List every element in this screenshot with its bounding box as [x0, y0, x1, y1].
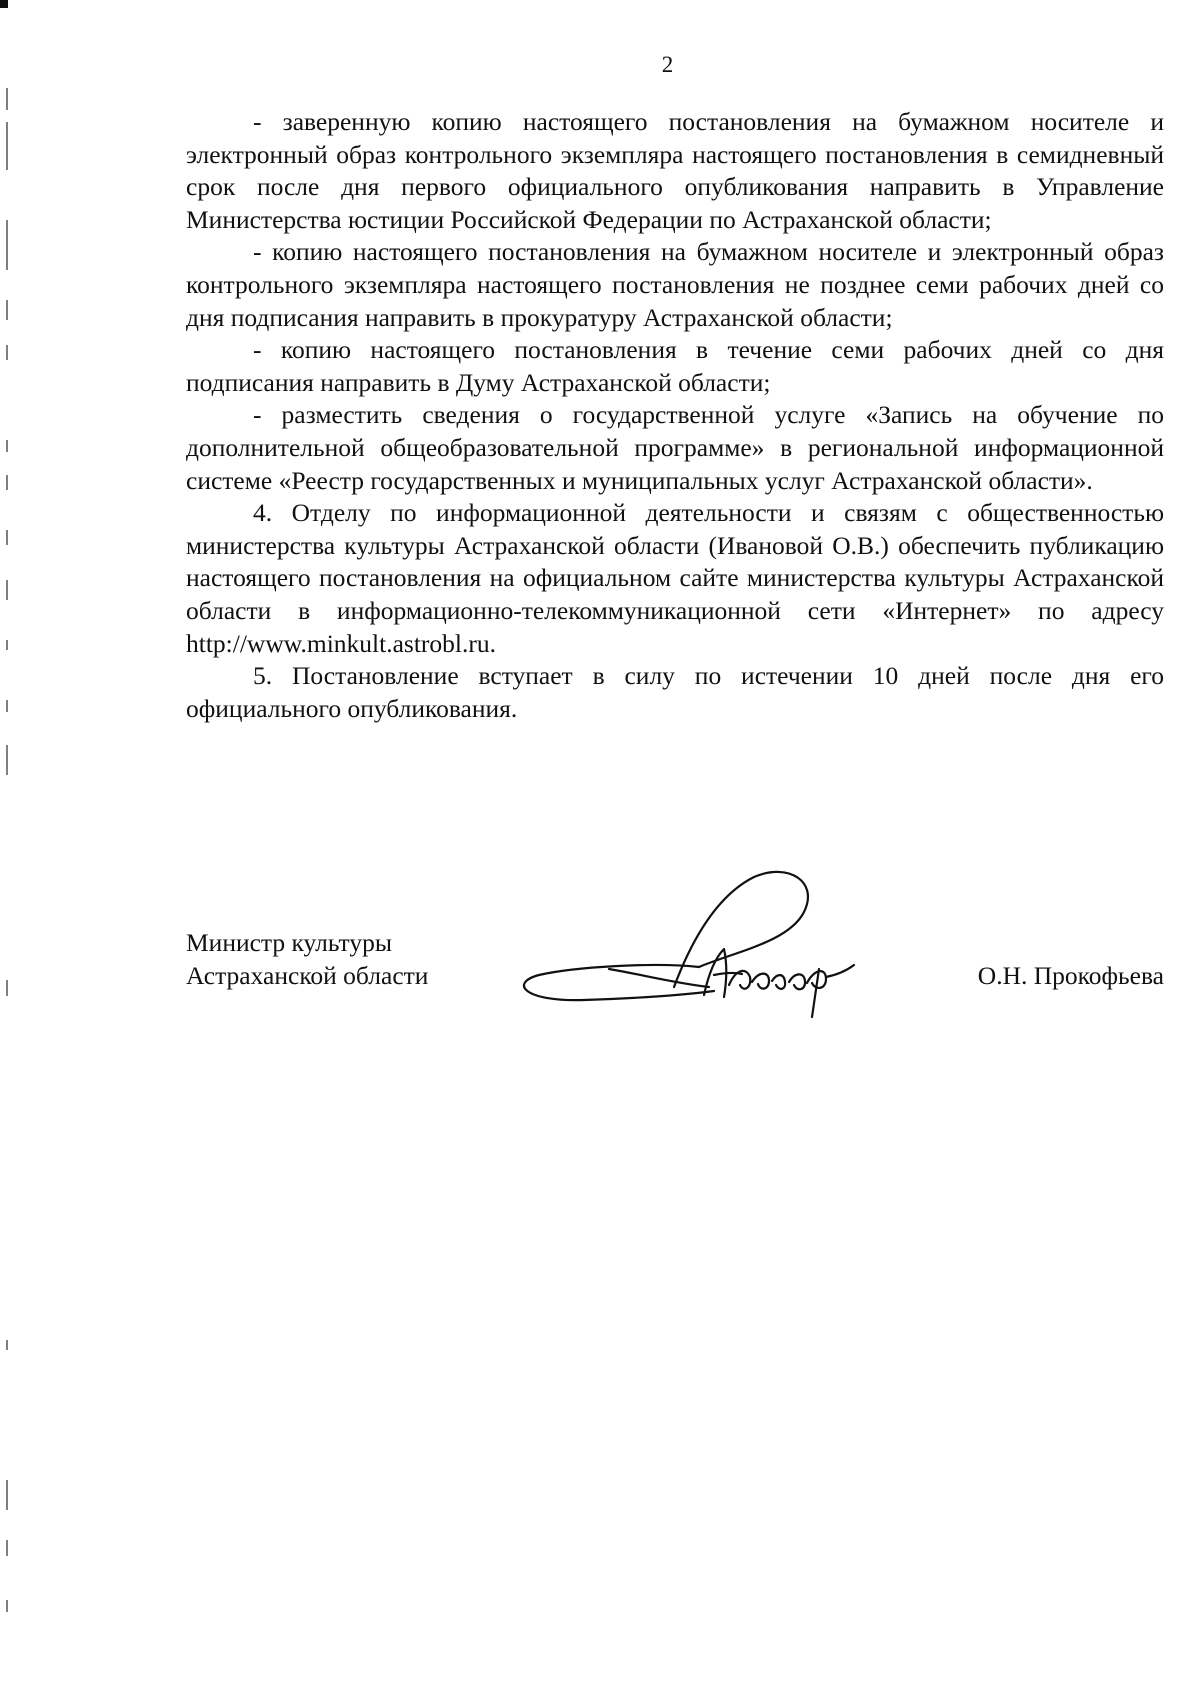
signer-position-line1: Министр культуры [186, 928, 392, 957]
paragraph-item-4-publication: 4. Отделу по информационной деятельности и связям с общественностью министерства культуры Астраханской области (Ивановой О.В.) обеспечить публикацию настоящего постановления на официальном сайте министерства культуры Астраханской области в информационно-телекоммуникационной сети «Интернет» по адресу http://www.minkult.astrobl.ru. [186, 498, 1164, 658]
handwritten-signature [514, 857, 894, 1037]
scan-artifacts [0, 0, 20, 1694]
paragraph-copy-to-justice-ministry: - заверенную копию настоящего постановления на бумажном носителе и электронный образ контрольного экземпляра настоящего постановления в семидневный срок после дня первого официального опубликования направить в Управление Министерства юстиции Российской Федерации по Астраханской области; [186, 107, 1164, 234]
page-number: 2 [661, 52, 674, 77]
paragraph-item-5-effective-date: 5. Постановление вступает в силу по истечении 10 дней после дня его официального опубликования. [186, 661, 1164, 723]
signer-position [186, 927, 428, 992]
signer-position-line2: Астраханской области [186, 960, 429, 990]
paragraph-copy-to-duma: - копию настоящего постановления в течение семи рабочих дней со дня подписания направить в Думу Астраханской области; [186, 335, 1164, 397]
document-body [186, 106, 1164, 725]
signature-block [186, 927, 1164, 1037]
paragraph-copy-to-prosecutor: - копию настоящего постановления на бумажном носителе и электронный образ контрольного экземпляра настоящего постановления не позднее семи рабочих дней со дня подписания направить в прокуратуру Астраханской области; [186, 237, 1164, 332]
paragraph-service-registry: - разместить сведения о государственной услуге «Запись на обучение по дополнительной общеобразовательной программе» в региональной информационной системе «Реестр государственных и муниципальных услуг Астраханской области». [186, 400, 1164, 495]
signer-name: О.Н. Прокофьева [977, 960, 1164, 990]
